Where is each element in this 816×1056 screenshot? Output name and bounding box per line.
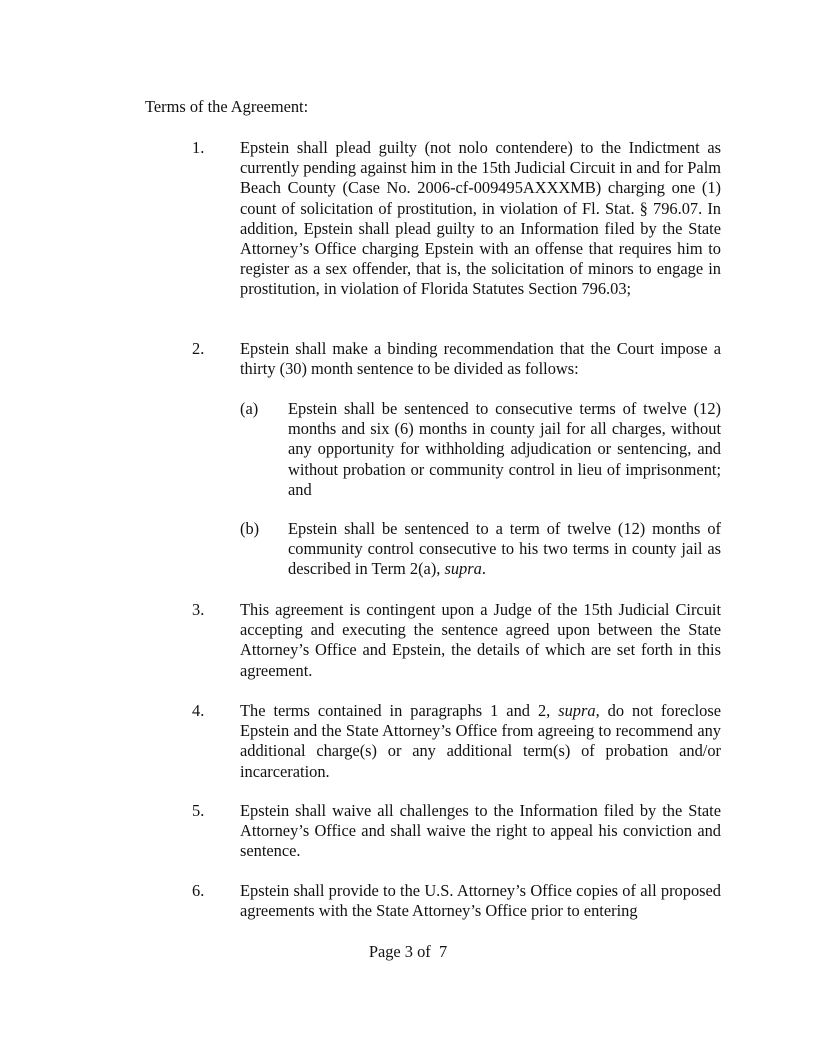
term-number: 4. [192,701,205,720]
term-text [240,701,721,782]
term-text-part: , do not foreclose Epstein and the State Attorney’s Office from agreeing to recommend any additional charge(s) or any additional term(s) of probation and/or incarceration. [240,701,722,781]
subterm-b [240,519,721,580]
section-heading: Terms of the Agreement: [145,97,309,116]
term-3 [192,600,721,681]
term-text: Epstein shall plead guilty (not nolo contendere) to the Indictment as currently pending against him in the 15th Judicial Circuit in and for Palm Beach County (Case No. 2006-cf-009495AXXXMB) charging one (1) count of solicitation of prostitution, in violation of Fl. Stat. § 796.07. In addition, Epstein shall plead guilty to an Information filed by the State Attorney’s Office charging Epstein with an offense that requires him to register as a sex offender, that is, the solicitation of minors to engage in prostitution, in violation of Florida Statutes Section 796.03; [240,138,721,299]
subterm-text-part: . [481,559,486,579]
subterm-number: (b) [240,519,260,538]
term-number: 5. [192,801,205,820]
term-2 [192,339,721,379]
term-6 [192,881,721,921]
term-text: Epstein shall make a binding recommendation that the Court impose a thirty (30) month sentence to be divided as follows: [240,339,721,379]
subterm-number: (a) [240,399,259,418]
subterm-a [240,399,721,500]
term-text-part: The terms contained in paragraphs 1 and 2, [240,701,559,720]
term-4 [192,701,721,782]
term-text: Epstein shall waive all challenges to the Information filed by the State Attorney’s Office and shall waive the right to appeal his conviction and sentence. [240,801,721,861]
term-text: This agreement is contingent upon a Judge of the 15th Judicial Circuit accepting and executing the sentence agreed upon between the State Attorney’s Office and Epstein, the details of which are set forth in this agreement. [240,600,721,680]
term-5 [192,801,721,862]
term-number: 6. [192,881,205,900]
subterm-text: Epstein shall be sentenced to consecutive terms of twelve (12) months and six (6) months in county jail for all charges, without any opportunity for withholding adjudication or sentencing, and without probation or community control in lieu of imprisonment; and [288,399,721,499]
supra-italic: supra [444,559,482,579]
page-number: Page 3 of 7 [368,942,448,961]
term-number: 3. [192,600,205,619]
subterm-text [288,519,721,580]
term-1 [192,138,721,300]
supra-italic: supra [558,701,596,720]
term-text: Epstein shall provide to the U.S. Attorney’s Office copies of all proposed agreements with the State Attorney’s Office prior to entering [240,881,721,921]
subterm-text-part: Epstein shall be sentenced to a term of twelve (12) months of community control consecutive to his two terms in county jail as described in Term 2(a), [288,519,721,579]
term-number: 1. [192,138,205,157]
term-number: 2. [192,339,205,358]
